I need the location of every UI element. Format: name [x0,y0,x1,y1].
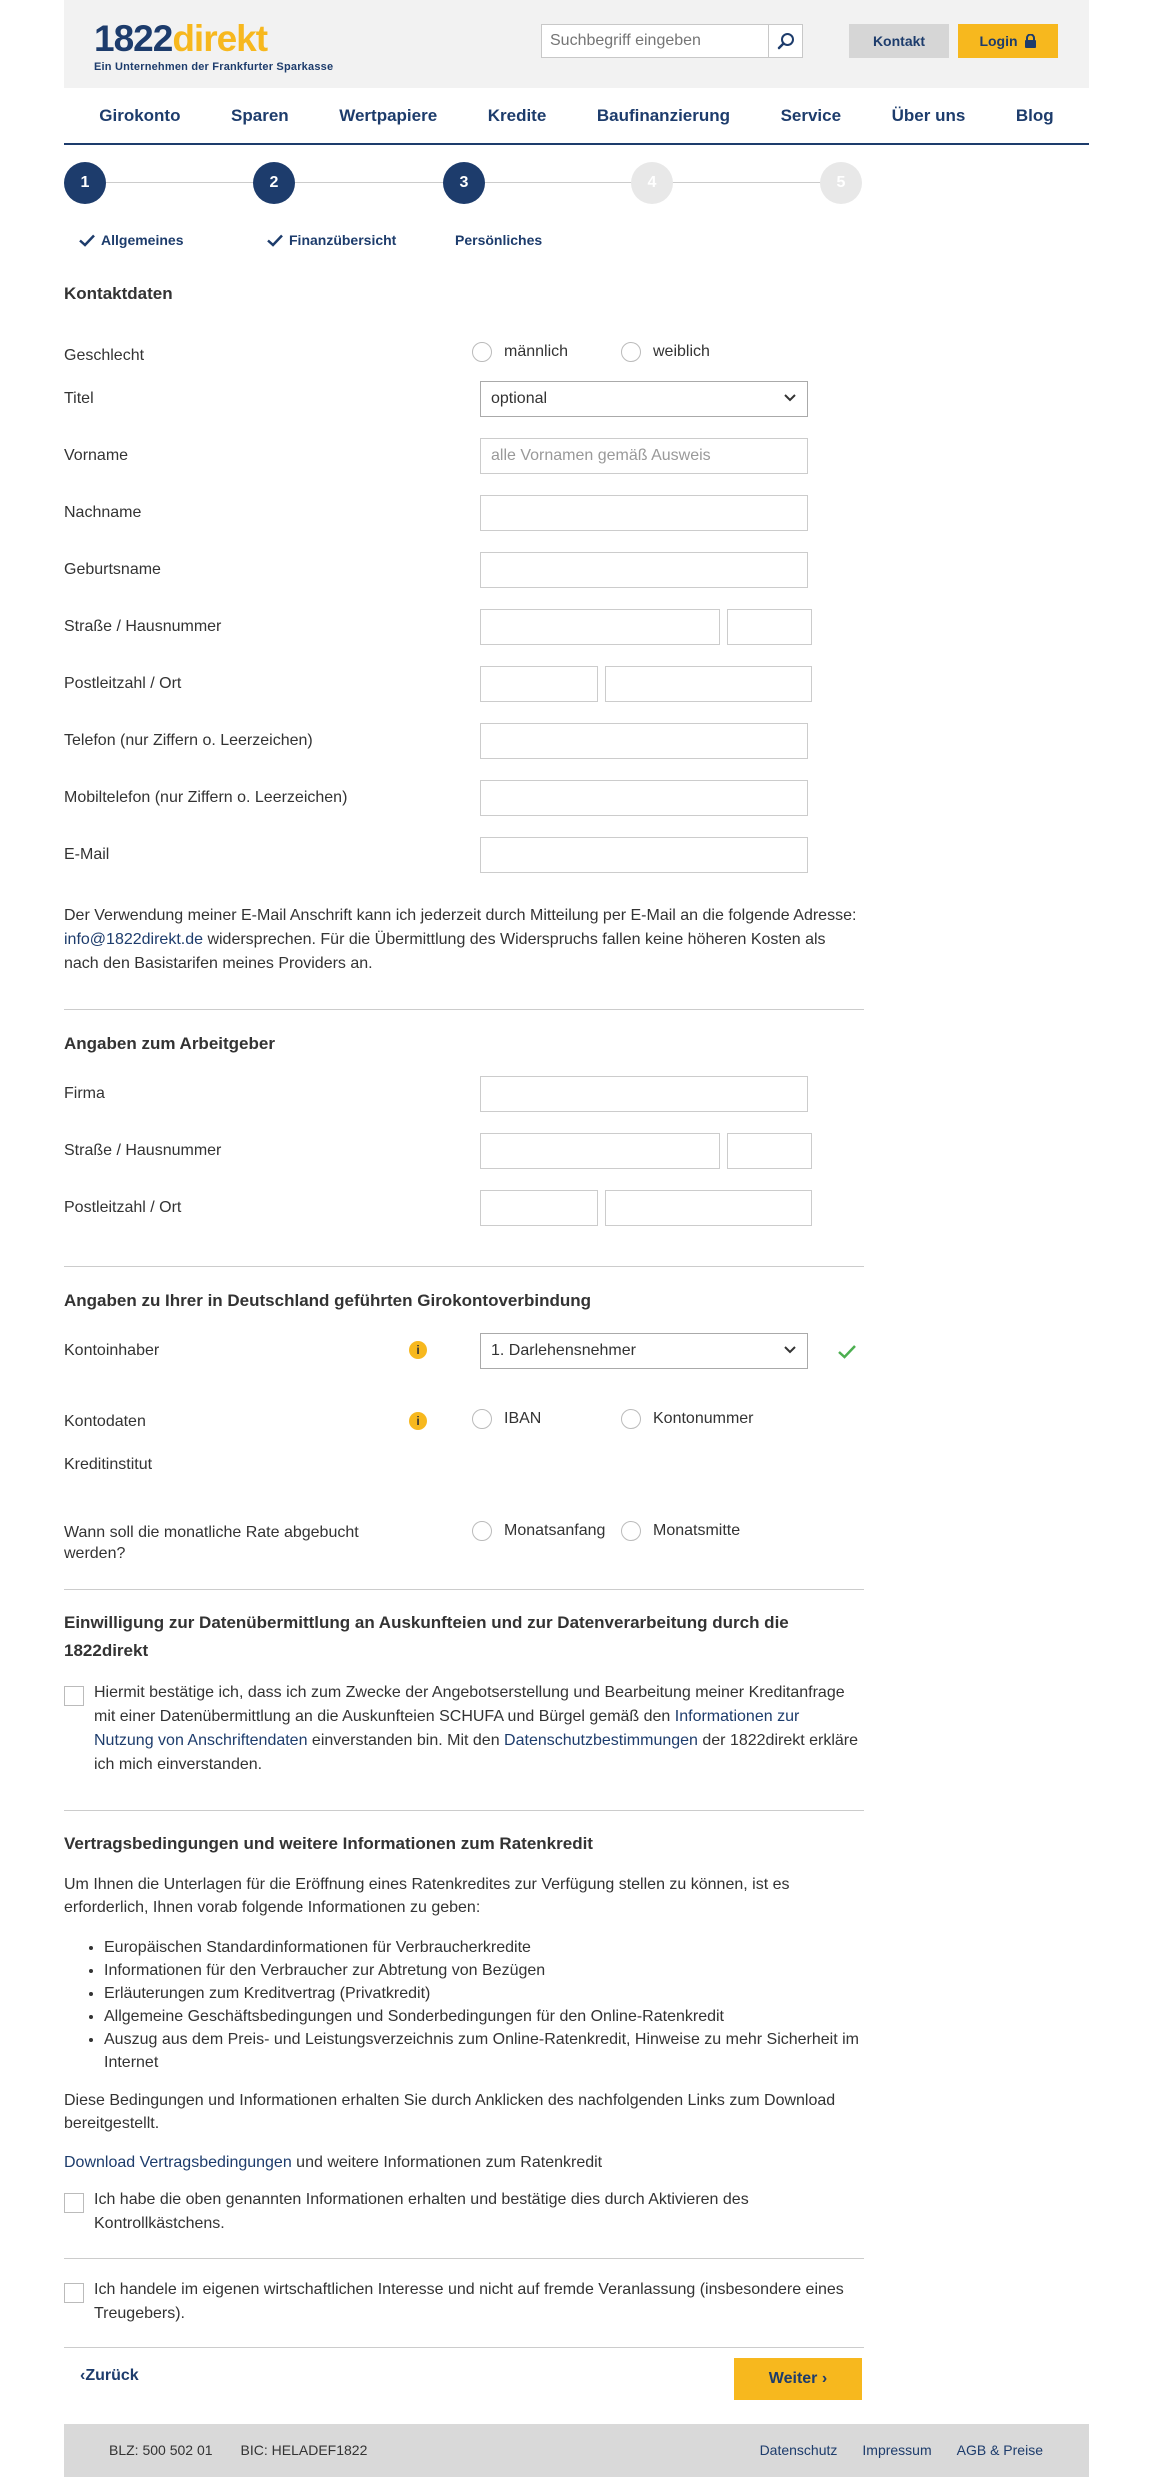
radio-label: Kontonummer [653,1410,754,1427]
nav-baufinanzierung[interactable]: Baufinanzierung [596,105,731,125]
search-button[interactable] [768,25,802,57]
birthname-input[interactable] [480,552,808,588]
company-label: Firma [64,1085,105,1102]
employer-city-input[interactable] [605,1190,812,1226]
lastname-input[interactable] [480,495,808,531]
section-divider [64,2347,864,2348]
section-divider [64,1009,864,1010]
phone-input[interactable] [480,723,808,759]
section-divider [64,1589,864,1590]
progress-stepper [64,160,864,250]
company-input[interactable] [480,1076,808,1112]
birthname-label: Geburtsname [64,561,161,578]
section-divider [64,1810,864,1811]
list-item: • Allgemeine Geschäftsbedingungen und Sonderbedingungen für den Online-Ratenkredit [104,2005,864,2028]
info-received-text [94,2188,864,2236]
lock-icon [1024,34,1037,49]
contract-note-line-1: Diese Bedingungen und Informationen erhalten Sie durch Anklicken des nachfolgenden Links zum Download [64,2092,836,2109]
mobile-label: Mobiltelefon (nur Ziffern o. Leerzeichen) [64,789,348,806]
contract-note [64,2089,864,2135]
radio-label: Monatsanfang [504,1522,606,1539]
own-interest-line-1: Ich handele im eigenen wirtschaftlichen Interesse und nicht auf fremde Veranlassung (insbesondere eines [94,2281,844,2298]
radio-circle [621,1521,641,1541]
account-data-label: Kontodaten [64,1413,146,1430]
logo-wordmark [94,20,333,57]
email-label: E-Mail [64,846,110,863]
step-label-text: Persönliches [455,232,543,248]
radio-circle [472,1409,492,1429]
download-text: und weitere Informationen zum Ratenkredit [291,2154,603,2171]
firstname-input[interactable]: alle Vornamen gemäß Ausweis [480,438,808,474]
list-item: • Erläuterungen zum Kreditvertrag (Privatkredit) [104,1982,864,2005]
step-label-allgemeines[interactable] [79,232,183,248]
section-title-einwilligung [64,1609,864,1665]
logo-word: direkt [172,18,268,59]
nav-blog[interactable]: Blog [1015,105,1054,125]
employer-zip-input[interactable] [480,1190,598,1226]
logo-subtitle: Ein Unternehmen der Frankfurter Sparkasse [94,61,334,73]
mobile-input[interactable] [480,780,808,816]
email-note [64,904,864,976]
contract-intro [64,1873,864,1919]
section-title-vertragsbedingungen: Vertragsbedingungen und weitere Informationen zum Ratenkredit [64,1834,593,1853]
gender-label: Geschlecht [64,347,145,364]
contract-note-line-2: bereitgestellt. [64,2115,160,2132]
consent-text-part: der 1822direkt erkläre [697,1732,859,1749]
contract-info-list [84,1936,864,2074]
own-interest-text [94,2278,864,2326]
email-input[interactable] [480,837,808,873]
chevron-down-icon [783,393,797,403]
page [64,0,1089,2477]
lastname-label: Nachname [64,504,142,521]
email-note-line-1: Der Verwendung meiner E-Mail Anschrift kann ich jederzeit durch Mitteilung per E-Mail an die folgende Adresse: [64,907,857,924]
radio-circle [472,342,492,362]
info-received-line-1: Ich habe die oben genannten Informationen erhalten und bestätige dies durch Aktivieren des [94,2191,749,2208]
phone-label: Telefon (nur Ziffern o. Leerzeichen) [64,732,313,749]
radio-circle [472,1521,492,1541]
rate-label-line-1: Wann soll die monatliche Rate abgebucht [64,1524,359,1541]
info-icon[interactable]: i [409,1412,427,1430]
iban-radio[interactable] [472,1409,541,1429]
radio-label: IBAN [504,1410,542,1427]
house-number-input[interactable] [727,609,812,645]
consent-checkbox[interactable] [64,1686,84,1706]
contract-intro-line-2: erforderlich, Ihnen vorab folgende Informationen zu geben: [64,1899,481,1916]
consent-text-part: einverstanden bin. Mit den [307,1732,505,1749]
city-input[interactable] [605,666,812,702]
street-label: Straße / Hausnummer [64,618,222,635]
zip-input[interactable] [480,666,598,702]
back-button[interactable]: ‹Zurück [80,2367,139,2384]
datenschutz-link[interactable]: Datenschutzbestimmungen [504,1732,698,1749]
step-1[interactable]: 1 [64,162,106,204]
title-label: Titel [64,390,94,407]
nav-ueber-uns[interactable]: Über uns [891,105,966,125]
consent-line-4: ich mich einverstanden. [94,1756,263,1773]
step-2[interactable]: 2 [253,162,295,204]
footer-bank-info [109,2442,367,2458]
email-note-line-3: nach den Basistarifen meines Providers an. [64,955,373,972]
step-3: 3 [443,162,485,204]
radio-circle [621,1409,641,1429]
zip-city-label: Postleitzahl / Ort [64,675,182,692]
section-title-girokonto: Angaben zu Ihrer in Deutschland geführten Girokontoverbindung [64,1291,592,1310]
chevron-down-icon [783,1345,797,1355]
kontakt-button[interactable]: Kontakt [849,24,949,58]
radio-label: männlich [504,343,569,360]
main-nav [64,88,1089,145]
rate-monatsanfang-radio[interactable] [472,1521,605,1541]
search-box [541,24,803,58]
radio-label: Monatsmitte [653,1522,741,1539]
contract-intro-line-1: Um Ihnen die Unterlagen für die Eröffnung eines Ratenkredites zur Verfügung stellen zu können, ist es [64,1876,790,1893]
rate-label-line-2: werden? [64,1545,126,1562]
nav-service[interactable]: Service [780,105,842,125]
title-select[interactable] [480,381,808,417]
gender-female-radio[interactable] [621,342,710,362]
nav-sparen[interactable]: Sparen [231,105,289,125]
login-label: Login [979,33,1018,49]
nav-kredite[interactable]: Kredite [487,105,547,125]
section-title-kontaktdaten: Kontaktdaten [64,284,173,303]
kontonummer-radio[interactable] [621,1409,754,1429]
employer-street-label: Straße / Hausnummer [64,1142,222,1159]
valid-checkmark-icon [837,1344,857,1360]
radio-circle [621,342,641,362]
section-divider [64,1266,864,1267]
consent-text [94,1681,864,1777]
email-link[interactable]: info@1822direkt.de [64,931,203,948]
consent-text-part: mit einer Datenübermittlung an die Auskunfteien SCHUFA und Bürgel gemäß den [94,1708,675,1725]
consent-title-line-1: Einwilligung zur Datenübermittlung an Auskunfteien und zur Datenverarbeitung durch die [64,1613,789,1632]
email-note-line-2 [64,928,864,952]
own-interest-line-2: Treugebers). [94,2305,185,2322]
info-icon[interactable]: i [409,1341,427,1359]
next-button[interactable]: Weiter › [734,2358,862,2400]
list-item: • Informationen für den Verbraucher zur Abtretung von Bezügen [104,1959,864,1982]
anschriftendaten-link[interactable]: Informationen zur [674,1708,800,1725]
account-holder-select[interactable] [480,1333,808,1369]
step-5: 5 [820,162,862,204]
nav-girokonto[interactable]: Girokonto [99,105,181,125]
employer-house-number-input[interactable] [727,1133,812,1169]
section-title-arbeitgeber: Angaben zum Arbeitgeber [64,1034,275,1053]
rate-monatsmitte-radio[interactable] [621,1521,740,1541]
street-input[interactable] [480,609,720,645]
employer-zip-city-label: Postleitzahl / Ort [64,1199,182,1216]
step-label-persoenliches [455,232,542,248]
footer-blz: BLZ: 500 502 01 [109,2442,213,2458]
download-link[interactable]: Download Vertragsbedingungen [64,2154,292,2171]
firstname-label: Vorname [64,447,129,464]
download-line [64,2151,864,2175]
employer-street-input[interactable] [480,1133,720,1169]
consent-line-3 [94,1729,864,1753]
consent-title-line-2: 1822direkt [64,1641,149,1660]
info-received-line-2: Kontrollkästchens. [94,2215,225,2232]
search-input[interactable] [542,25,762,57]
footer-bic: BIC: HELADEF1822 [240,2442,368,2458]
step-label-finanzuebersicht[interactable] [267,232,396,248]
footer-link-datenschutz[interactable]: Datenschutz [759,2442,838,2458]
footer-link-impressum[interactable]: Impressum [862,2442,932,2458]
account-holder-value: 1. Darlehensnehmer [491,1342,636,1359]
anschriftendaten-link-cont[interactable]: Nutzung von Anschriftendaten [94,1732,308,1749]
search-icon [777,32,795,50]
nav-wertpapiere[interactable]: Wertpapiere [339,105,438,125]
section-divider [64,2258,864,2259]
list-item: • Auszug aus dem Preis- und Leistungsverzeichnis zum Online-Ratenkredit, Hinweise zu mehr Sicherheit im Internet [104,2028,864,2074]
rate-label [64,1522,384,1564]
consent-line-1: Hiermit bestätige ich, dass ich zum Zwecke der Angebotserstellung und Bearbeitung meiner Kreditanfrage [94,1684,845,1701]
title-select-value: optional [491,390,548,407]
bank-label: Kreditinstitut [64,1456,153,1473]
list-item: • Europäischen Standardinformationen für Verbraucherkredite [104,1936,864,1959]
checkmark-icon [79,234,95,247]
radio-label: weiblich [653,343,710,360]
logo-number: 1822 [94,18,173,59]
account-holder-label: Kontoinhaber [64,1342,160,1359]
step-4: 4 [631,162,673,204]
logo[interactable] [94,20,333,73]
own-interest-checkbox[interactable] [64,2283,84,2303]
email-note-text: widersprechen. Für die Übermittlung des Widerspruchs fallen keine höheren Kosten als [203,931,826,948]
step-label-text: Finanzübersicht [289,232,397,248]
consent-line-2 [94,1705,864,1729]
footer [64,2424,1089,2477]
login-button[interactable] [958,24,1058,58]
gender-male-radio[interactable] [472,342,568,362]
footer-links [760,2442,1043,2458]
footer-link-agb[interactable]: AGB & Preise [956,2442,1043,2458]
checkmark-icon [267,234,283,247]
header [64,0,1089,88]
info-received-checkbox[interactable] [64,2193,84,2213]
step-label-text: Allgemeines [101,232,184,248]
